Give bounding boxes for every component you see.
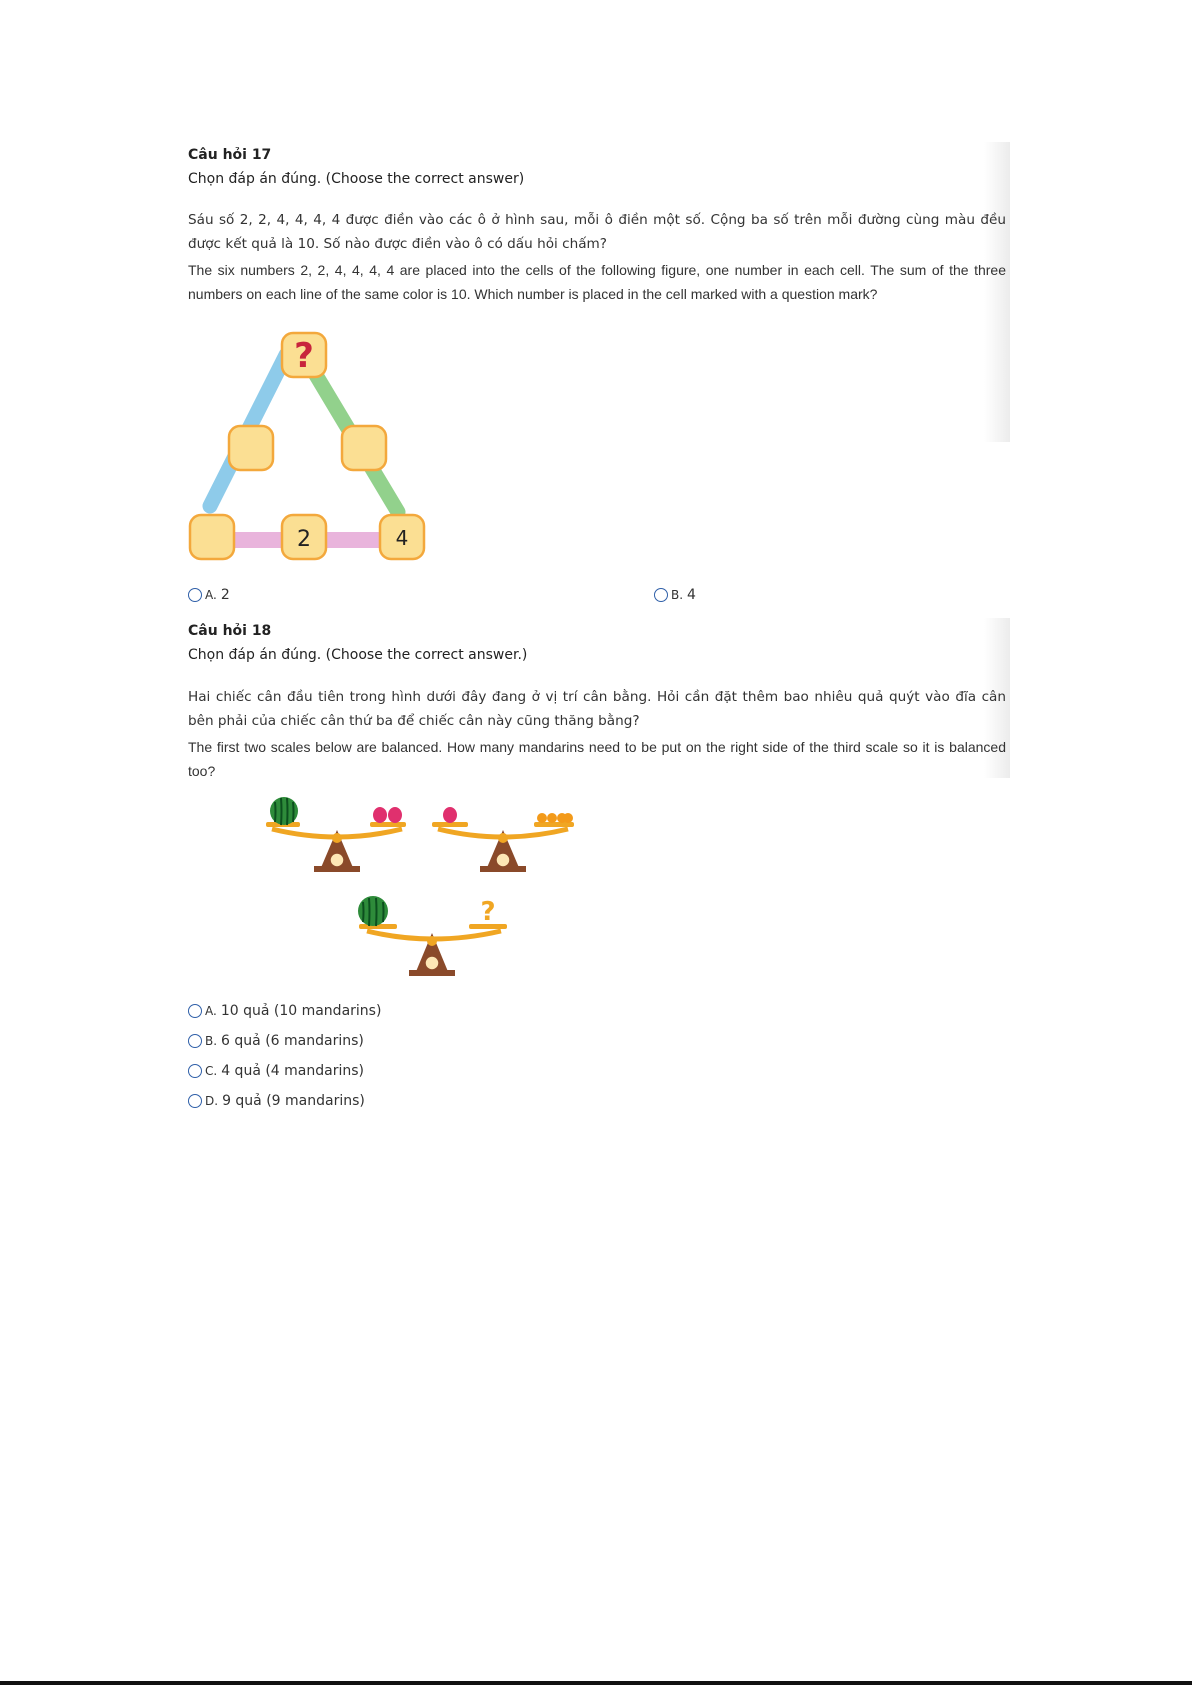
radio-button[interactable]: [188, 1034, 202, 1048]
cell-right-middle: [342, 426, 386, 470]
q17-option-b[interactable]: [654, 587, 696, 603]
option-letter: C.: [205, 1064, 218, 1078]
option-text: 9 quả (9 mandarins): [222, 1093, 365, 1109]
triangle-figure: [186, 330, 426, 566]
q18-option-b[interactable]: [188, 1033, 364, 1049]
q17-option-a[interactable]: [188, 587, 230, 603]
option-text: 10 quả (10 mandarins): [220, 1003, 382, 1019]
radio-button[interactable]: [654, 588, 668, 602]
option-letter: A.: [205, 1004, 217, 1018]
mandarin-icon: [537, 813, 547, 823]
mandarin-icon: [547, 813, 557, 823]
dragonfruit-icon: [373, 807, 387, 823]
question-17-instruction: Chọn đáp án đúng. (Choose the correct answer): [188, 171, 525, 187]
scale-2: [428, 790, 578, 872]
option-text: 4: [687, 587, 696, 603]
question-18-text-vi: Hai chiếc cân đầu tiên trong hình dưới đây đang ở vị trí cân bằng. Hỏi cần đặt thêm bao nhiêu quả quýt vào đĩa cân bên phải của chiếc cân thứ ba để chiếc cân này cũng thăng bằng?: [188, 689, 1006, 729]
question-mark-cell-text: ?: [294, 336, 314, 376]
cell-bottom-left: [190, 515, 234, 559]
q18-option-c[interactable]: [188, 1063, 364, 1079]
question-17-text-vi: Sáu số 2, 2, 4, 4, 4, 4 được điền vào các ô ở hình sau, mỗi ô điền một số. Cộng ba số trên mỗi đường cùng màu đều được kết quả là 10. Số nào được điền vào ô có dấu hỏi chấm?: [188, 212, 1006, 252]
page-bottom-border: [0, 1681, 1192, 1685]
radio-button[interactable]: [188, 588, 202, 602]
bottom-middle-cell-text: 2: [297, 527, 311, 552]
scale-1: [262, 790, 412, 872]
unknown-question-mark: ?: [480, 897, 496, 927]
radio-button[interactable]: [188, 1004, 202, 1018]
option-text: 4 quả (4 mandarins): [221, 1063, 364, 1079]
mandarin-icon: [563, 813, 573, 823]
option-letter: B.: [671, 588, 684, 602]
question-17-title: Câu hỏi 17: [188, 147, 272, 163]
q18-option-d[interactable]: [188, 1093, 365, 1109]
radio-button[interactable]: [188, 1094, 202, 1108]
scale-3: [355, 890, 515, 978]
option-letter: B.: [205, 1034, 218, 1048]
option-letter: A.: [205, 588, 217, 602]
option-text: 6 quả (6 mandarins): [221, 1033, 364, 1049]
bottom-right-cell-text: 4: [395, 526, 409, 550]
question-18-text-en: The first two scales below are balanced. How many mandarins need to be put on the right side of the third scale so it is balanced too?: [188, 739, 1006, 779]
option-letter: D.: [205, 1094, 219, 1108]
dragonfruit-icon: [388, 807, 402, 823]
question-17-text-en: The six numbers 2, 2, 4, 4, 4, 4 are placed into the cells of the following figure, one number in each cell. The sum of the three numbers on each line of the same color is 10. Which number is placed in the cell marked with a question mark?: [188, 262, 1006, 302]
q18-option-a[interactable]: [188, 1003, 381, 1019]
option-text: 2: [220, 587, 230, 603]
radio-button[interactable]: [188, 1064, 202, 1078]
question-18-instruction: Chọn đáp án đúng. (Choose the correct answer.): [188, 647, 528, 663]
cell-left-middle: [229, 426, 273, 470]
question-18-title: Câu hỏi 18: [188, 623, 272, 639]
dragonfruit-icon: [443, 807, 457, 823]
